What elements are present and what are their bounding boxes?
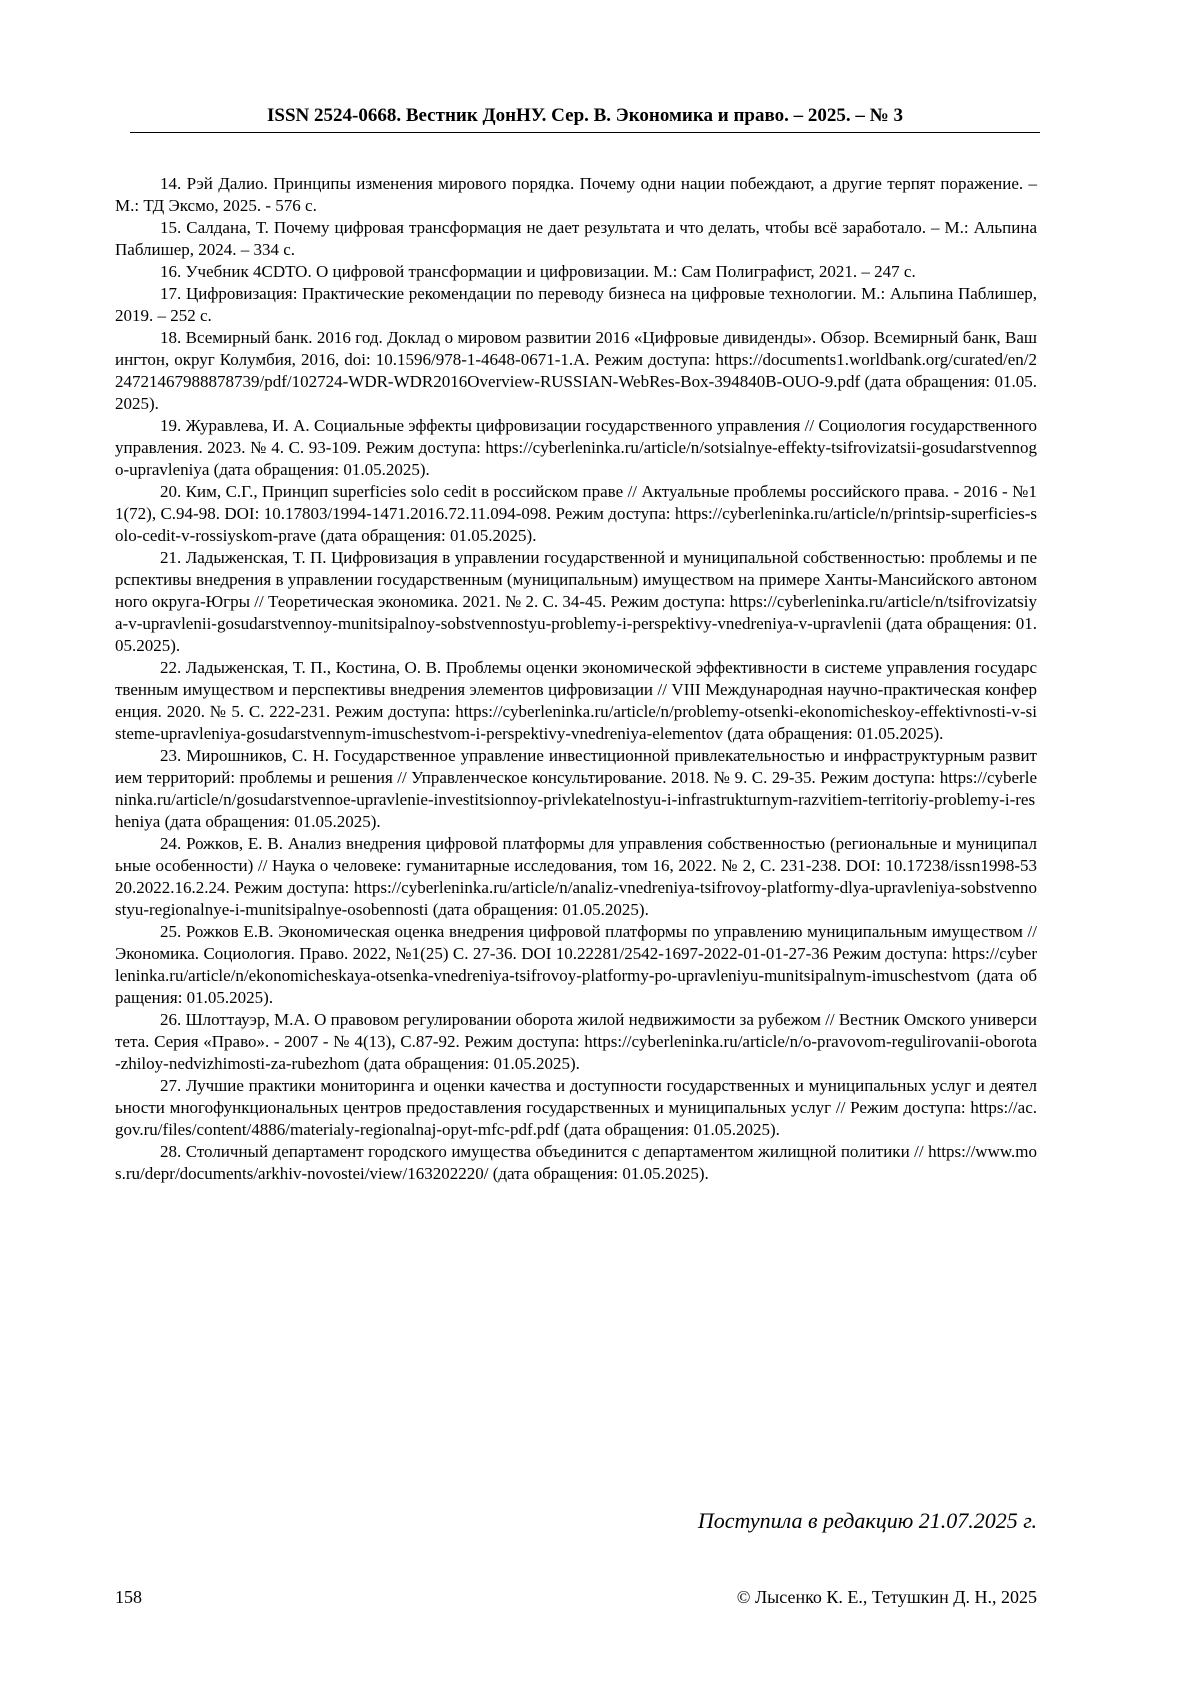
reference-item-20: 20. Ким, С.Г., Принцип superficies solo cedit в российском праве // Актуальные проблемы российского права. - 2016 - №11(72), С.94-98. DOI: 10.17803/1994-1471.2016.72.11.094-098. Режим доступа: https://cyberleninka.ru/article/n/printsip-superficies-solo-cedit-v-rossiyskom-prave (дата обращения: 01.05.2025).: [115, 482, 1037, 545]
reference-item-23: 23. Мирошников, С. Н. Государственное управление инвестиционной привлекательностью и инфраструктурным развитием территорий: проблемы и решения // Управленческое консультирование. 2018. № 9. С. 29-35. Режим доступа: https://cyberleninka.ru/article/n/gosudarstvennoe-upravlenie-investitsionnoy-privlekatelnostyu-i-infrastrukturnym-razvitiem-territoriy-problemy-i-resheniya (дата обращения: 01.05.2025).: [115, 746, 1037, 831]
reference-item-27: 27. Лучшие практики мониторинга и оценки качества и доступности государственных и муниципальных услуг и деятельности многофункциональных центров предоставления государственных и муниципальных услуг // Режим доступа: https://ac.gov.ru/files/content/4886/materialy-regionalnaj-opyt-mfc-pdf.pdf (дата обращения: 01.05.2025).: [115, 1076, 1037, 1139]
reference-item-28: 28. Столичный департамент городского имущества объединится с департаментом жилищной политики // https://www.mos.ru/depr/documents/arkhiv-novostei/view/163202220/ (дата обращения: 01.05.2025).: [115, 1142, 1037, 1183]
received-date: Поступила в редакцию 21.07.2025 г.: [697, 1508, 1037, 1533]
reference-item-18: 18. Всемирный банк. 2016 год. Доклад о мировом развитии 2016 «Цифровые дивиденды». Обзор. Всемирный банк, Вашингтон, округ Колумбия, 2016, doi: 10.1596/978-1-4648-0671-1.A. Режим доступа: https://documents1.worldbank.org/curated/en/224721467988878739/pdf/102724-WDR-WDR2016Overview-RUSSIAN-WebRes-Box-394840B-OUO-9.pdf (дата обращения: 01.05.2025).: [115, 328, 1037, 413]
reference-item-17: 17. Цифровизация: Практические рекомендации по переводу бизнеса на цифровые технологии. М.: Альпина Паблишер, 2019. – 252 с.: [115, 284, 1037, 325]
reference-item-15: 15. Салдана, Т. Почему цифровая трансформация не дает результата и что делать, чтобы всё заработало. – М.: Альпина Паблишер, 2024. – 334 с.: [115, 218, 1037, 259]
reference-item-25: 25. Рожков Е.В. Экономическая оценка внедрения цифровой платформы по управлению муниципальным имуществом // Экономика. Социология. Право. 2022, №1(25) С. 27-36. DOI 10.22281/2542-1697-2022-01-01-27-36 Режим доступа: https://cyberleninka.ru/article/n/ekonomicheskaya-otsenka-vnedreniya-tsifrovoy-platformy-po-upravleniyu-munitsipalnym-imuschestvom (дата обращения: 01.05.2025).: [115, 922, 1037, 1007]
page-number: 158: [115, 1587, 142, 1607]
reference-item-24: 24. Рожков, Е. В. Анализ внедрения цифровой платформы для управления собственностью (региональные и муниципальные особенности) // Наука о человеке: гуманитарные исследования, том 16, 2022. № 2, С. 231-238. DOI: 10.17238/issn1998-5320.2022.16.2.24. Режим доступа: https://cyberleninka.ru/article/n/analiz-vnedreniya-tsifrovoy-platformy-dlya-upravleniya-sobstvennostyu-regionalnye-i-munitsipalnye-osobennosti (дата обращения: 01.05.2025).: [115, 834, 1037, 919]
reference-item-14: 14. Рэй Далио. Принципы изменения мирового порядка. Почему одни нации побеждают, а другие терпят поражение. – М.: ТД Эксмо, 2025. - 576 с.: [115, 174, 1037, 215]
reference-item-19: 19. Журавлева, И. А. Социальные эффекты цифровизации государственного управления // Социология государственного управления. 2023. № 4. С. 93-109. Режим доступа: https://cyberleninka.ru/article/n/sotsialnye-effekty-tsifrovizatsii-gosudarstvennogo-upravleniya (дата обращения: 01.05.2025).: [115, 416, 1037, 479]
header-rule: [130, 132, 1040, 133]
reference-item-26: 26. Шлоттауэр, М.А. О правовом регулировании оборота жилой недвижимости за рубежом // Вестник Омского университета. Серия «Право». - 2007 - № 4(13), С.87-92. Режим доступа: https://cyberleninka.ru/article/n/o-pravovom-regulirovanii-oborota-zhiloy-nedvizhimosti-za-rubezhom (дата обращения: 01.05.2025).: [115, 1010, 1037, 1073]
reference-item-21: 21. Ладыженская, Т. П. Цифровизация в управлении государственной и муниципальной собственностью: проблемы и перспективы внедрения в управлении государственным (муниципальным) имуществом на примере Ханты-Мансийского автономного округа-Югры // Теоретическая экономика. 2021. № 2. С. 34-45. Режим доступа: https://cyberleninka.ru/article/n/tsifrovizatsiya-v-upravlenii-gosudarstvennoy-munitsipalnoy-sobstvennostyu-problemy-i-perspektivy-vnedreniya-v-upravlenii (дата обращения: 01.05.2025).: [115, 548, 1037, 655]
running-header: ISSN 2524-0668. Вестник ДонНУ. Сер. В. Экономика и право. – 2025. – № 3: [267, 105, 903, 126]
reference-item-22: 22. Ладыженская, Т. П., Костина, О. В. Проблемы оценки экономической эффективности в системе управления государственным имуществом и перспективы внедрения элементов цифровизации // VIII Международная научно-практическая конференция. 2020. № 5. С. 222-231. Режим доступа: https://cyberleninka.ru/article/n/problemy-otsenki-ekonomicheskoy-effektivnosti-v-sisteme-upravleniya-gosudarstvennym-imuschestvom-i-perspektivy-vnedreniya-elementov (дата обращения: 01.05.2025).: [115, 658, 1037, 743]
reference-item-16: 16. Учебник 4CDTO. О цифровой трансформации и цифровизации. М.: Сам Полиграфист, 2021. – 247 с.: [160, 262, 916, 281]
reference-list: [115, 173, 1037, 1185]
copyright-line: © Лысенко К. Е., Тетушкин Д. Н., 2025: [736, 1587, 1037, 1607]
